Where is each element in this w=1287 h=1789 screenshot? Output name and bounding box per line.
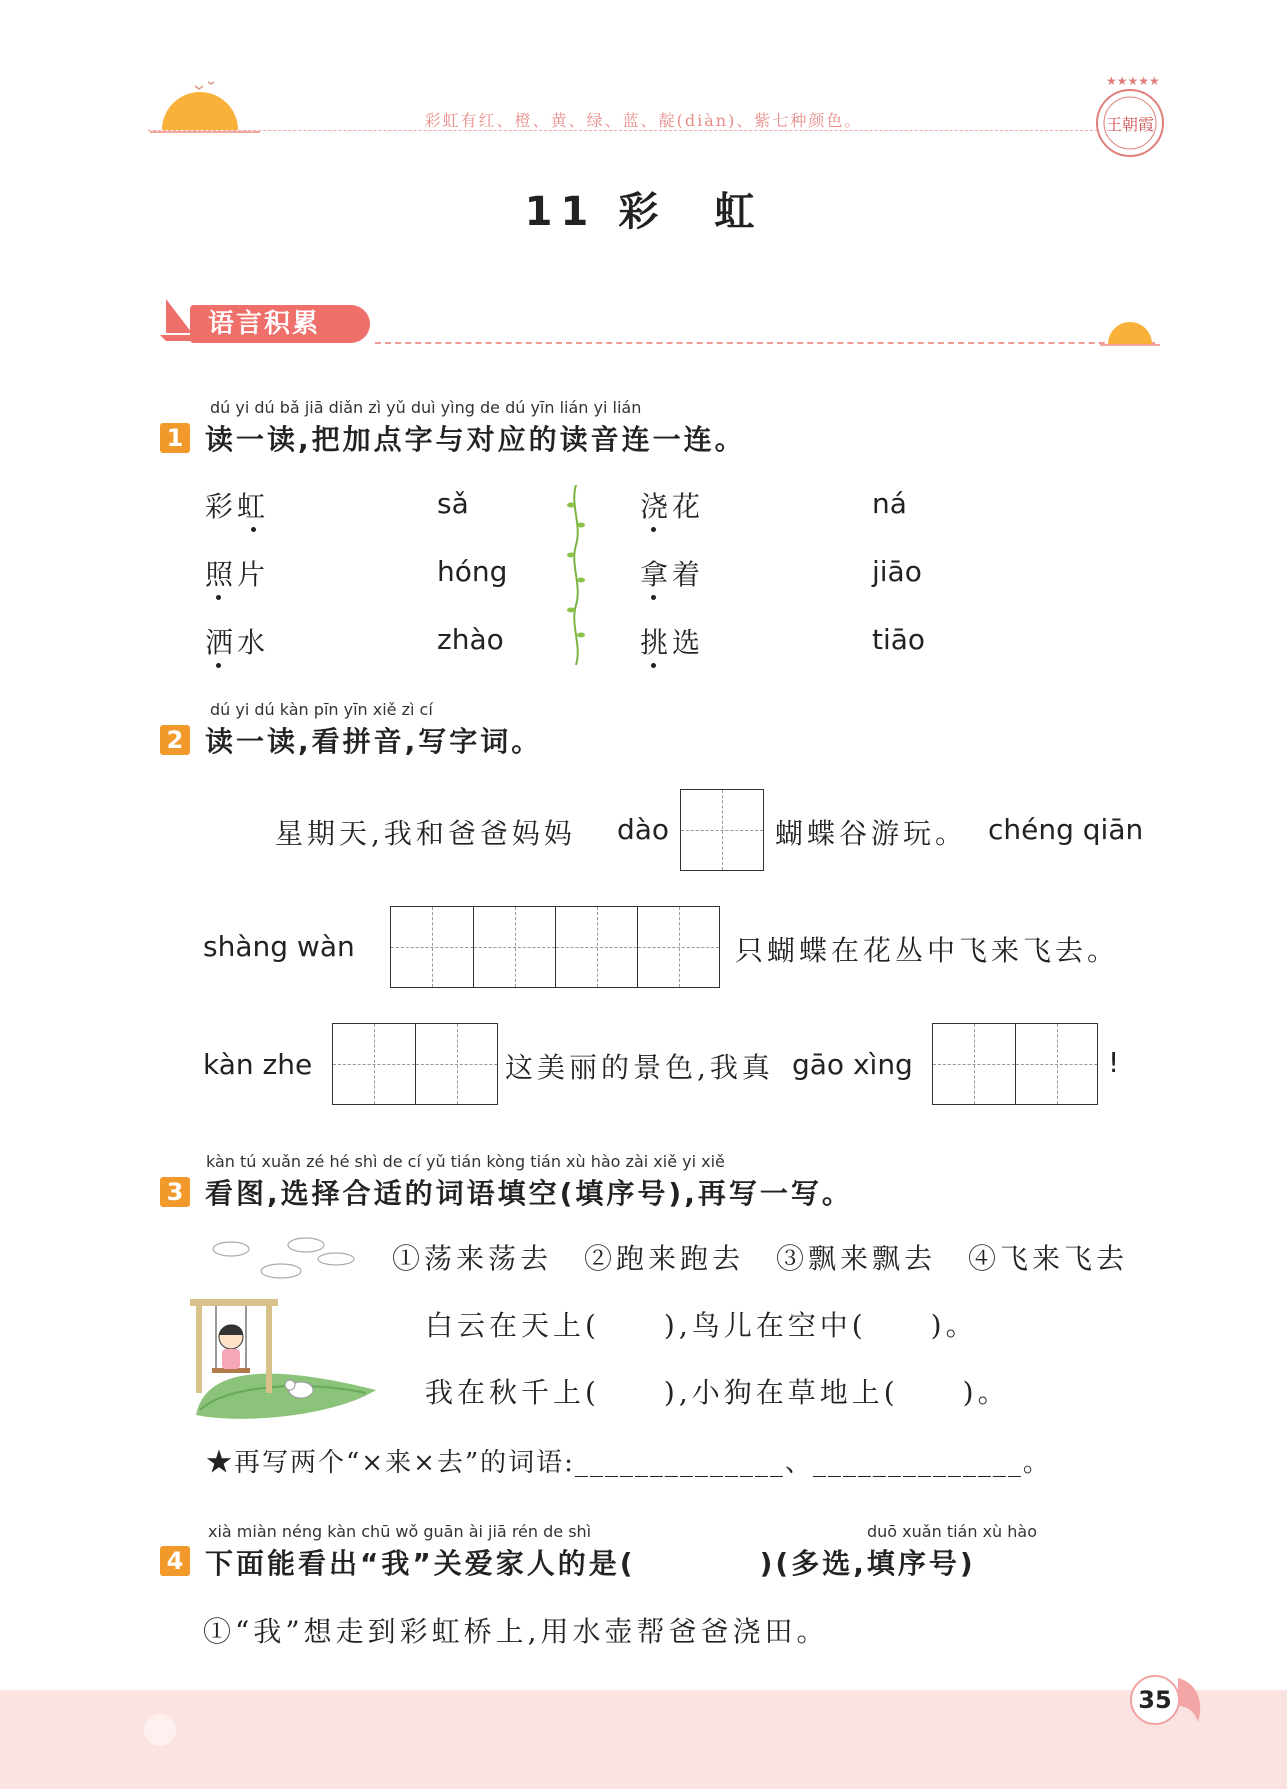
emphasis-dot: [651, 527, 656, 532]
q2-number: 2: [160, 725, 190, 755]
q1-right-word: 拿着: [640, 558, 705, 591]
emphasis-dot: [651, 663, 656, 668]
swing-scene-illustration: [186, 1235, 376, 1425]
q4-pinyin-a: xià miàn néng kàn chū wǒ guān ài jiā rén de shì: [208, 1522, 592, 1541]
q4-pinyin-b: duō xuǎn tián xù hào: [867, 1522, 1037, 1541]
q1-left-pinyin[interactable]: sǎ: [437, 487, 469, 520]
q2-line3-pinyin-b: gāo xìng: [792, 1048, 913, 1081]
lesson-number: 11: [524, 189, 597, 235]
footer-band: [0, 1690, 1287, 1789]
q1-left-word: 彩虹: [205, 490, 270, 523]
q2-line3-end: !: [1108, 1046, 1124, 1079]
q4-text[interactable]: 下面能看出“我”关爱家人的是( )(多选,填序号): [205, 1547, 976, 1580]
q1-left-pinyin[interactable]: hóng: [437, 555, 508, 588]
q3-sentence-1[interactable]: 白云在天上( ),鸟儿在空中( )。: [425, 1309, 978, 1342]
q1-number: 1: [160, 423, 190, 453]
q3-options: ①荡来荡去 ②跑来跑去 ③飘来飘去 ④飞来飞去: [392, 1242, 1129, 1275]
lesson-title: 彩 虹: [618, 188, 763, 235]
grid-cell[interactable]: [555, 907, 637, 987]
header-motto: 彩虹有红、橙、黄、绿、蓝、靛(diàn)、紫七种颜色。: [424, 111, 863, 130]
page-title: [0, 180, 1287, 237]
q2-pinyin: dú yi dú kàn pīn yīn xiě zì cí: [210, 700, 433, 719]
q1-right-pinyin[interactable]: ná: [872, 487, 907, 520]
grid-cell[interactable]: [1015, 1024, 1097, 1104]
q1-right-pinyin[interactable]: jiāo: [872, 555, 922, 588]
q1-pinyin: dú yi dú bǎ jiā diǎn zì yǔ duì yìng de dú yīn lián yi lián: [210, 398, 642, 417]
answer-grid[interactable]: [390, 906, 720, 988]
grid-cell[interactable]: [637, 907, 719, 987]
q4-number: 4: [160, 1546, 190, 1576]
grid-cell[interactable]: [473, 907, 555, 987]
q2-line1-pinyin-b: chéng qiān: [988, 813, 1144, 846]
grid-cell[interactable]: [391, 907, 473, 987]
answer-grid[interactable]: [932, 1023, 1098, 1105]
q1-right-word: 浇花: [640, 490, 705, 523]
q2-text: 读一读,看拼音,写字词。: [205, 725, 543, 758]
grid-cell[interactable]: [933, 1024, 1015, 1104]
q2-line3-text: 这美丽的景色,我真: [505, 1051, 774, 1084]
q2-line1-text-b: 蝴蝶谷游玩。: [775, 817, 968, 850]
footer-bubble-icon: [140, 1710, 180, 1750]
answer-grid[interactable]: [680, 789, 764, 871]
seal-text: 王朝霞: [1105, 115, 1155, 134]
q1-left-word: 照片: [205, 558, 270, 591]
q1-left-word: 洒水: [205, 626, 270, 659]
teacher-seal-icon: [1090, 75, 1170, 165]
q2-line3-pinyin: kàn zhe: [203, 1048, 313, 1081]
q3-sentence-2[interactable]: 我在秋千上( ),小狗在草地上( )。: [425, 1376, 1010, 1409]
emphasis-dot: [216, 595, 221, 600]
q2-line2-text: 只蝴蝶在花丛中飞来飞去。: [735, 934, 1120, 967]
q2-line2-pinyin: shàng wàn: [203, 930, 355, 963]
q4-option-1: ①“我”想走到彩虹桥上,用水壶帮爸爸浇田。: [203, 1615, 829, 1648]
section-divider: [375, 342, 1155, 344]
grid-cell[interactable]: [333, 1024, 415, 1104]
q1-text: 读一读,把加点字与对应的读音连一连。: [205, 423, 746, 456]
emphasis-dot: [216, 663, 221, 668]
q1-left-pinyin[interactable]: zhào: [437, 623, 504, 656]
q2-line1-text: 星期天,我和爸爸妈妈: [275, 817, 576, 850]
page-number: 35: [1138, 1686, 1172, 1714]
answer-grid[interactable]: [332, 1023, 498, 1105]
q1-right-pinyin[interactable]: tiāo: [872, 623, 926, 656]
q1-right-word: 挑选: [640, 626, 705, 659]
section-banner: 语言积累: [190, 305, 370, 343]
q2-line1-pinyin: dào: [617, 813, 670, 846]
sunset-small-icon: [1100, 310, 1160, 350]
grid-cell[interactable]: [681, 790, 763, 870]
svg-text:★★★★★: ★★★★★: [1106, 75, 1160, 88]
grid-cell[interactable]: [415, 1024, 497, 1104]
q3-pinyin: kàn tú xuǎn zé hé shì de cí yǔ tián kòng tián xù hào zài xiě yi xiě: [206, 1152, 725, 1171]
q3-text: 看图,选择合适的词语填空(填序号),再写一写。: [205, 1177, 853, 1210]
emphasis-dot: [251, 527, 256, 532]
q3-extra[interactable]: ★再写两个“×来×去”的词语:______________、______________。: [206, 1448, 1051, 1478]
emphasis-dot: [651, 595, 656, 600]
q3-number: 3: [160, 1177, 190, 1207]
vine-divider-icon: [566, 485, 586, 665]
